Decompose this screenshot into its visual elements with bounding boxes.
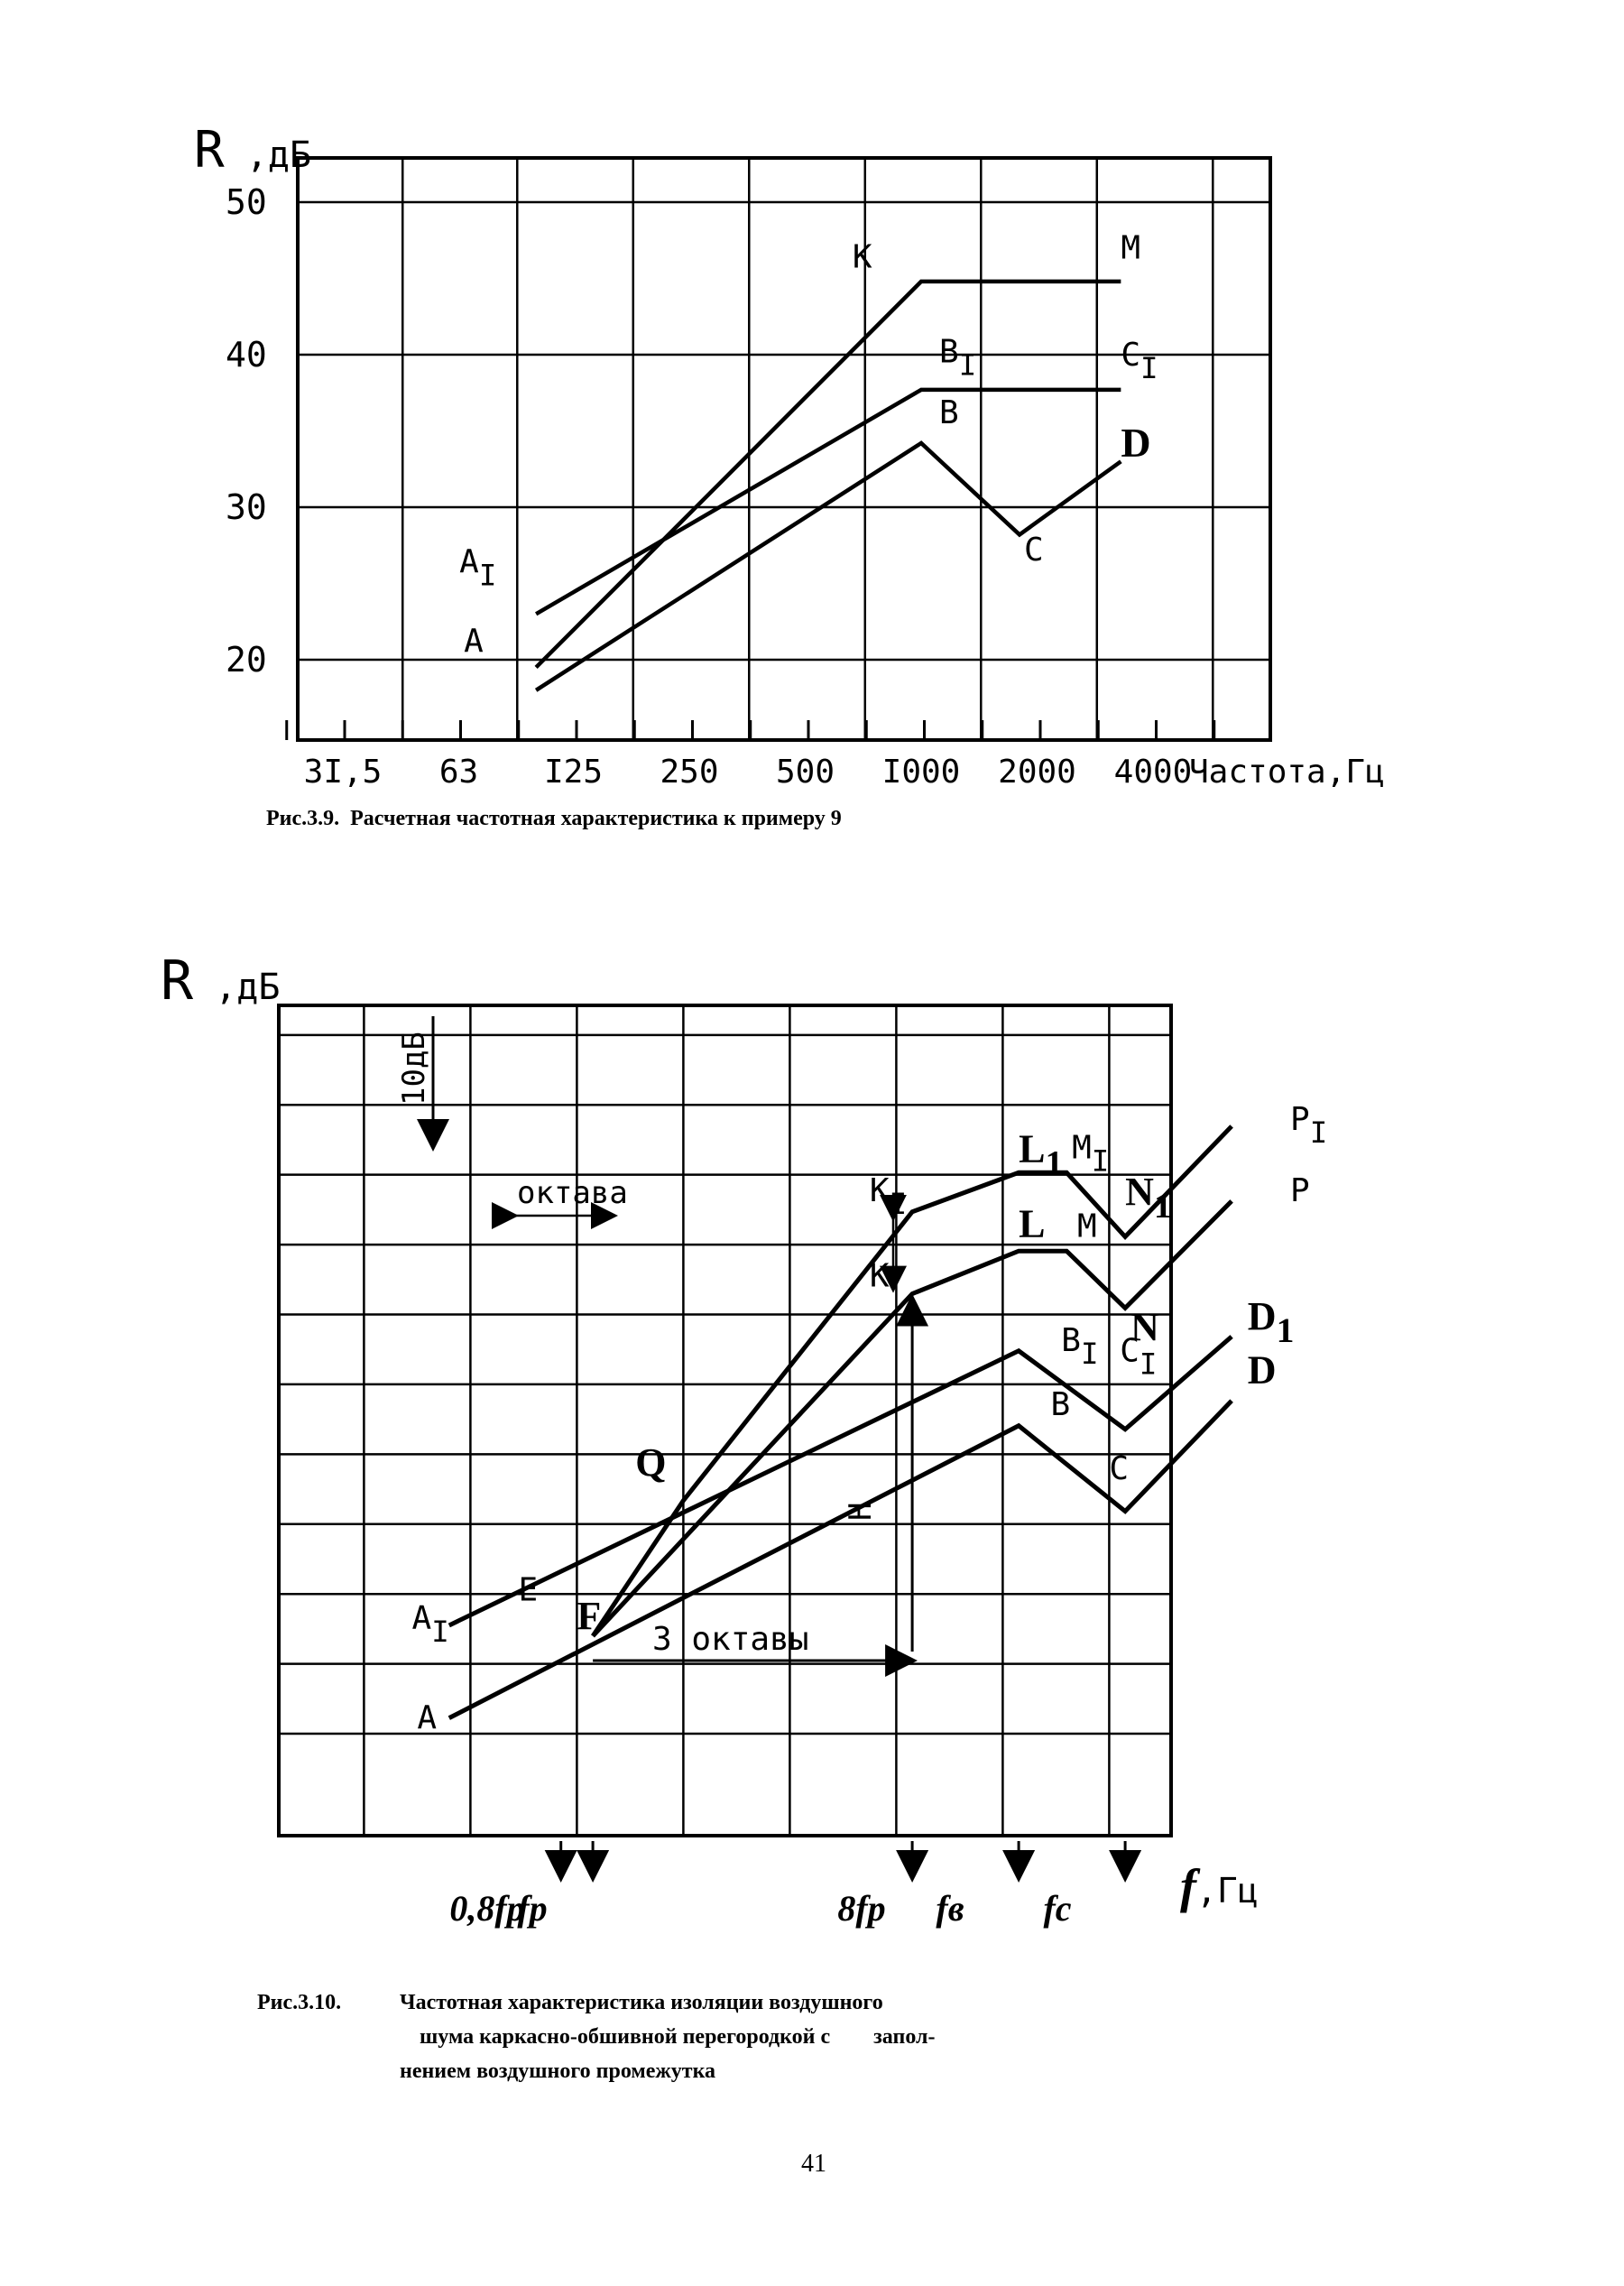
figure-3-9-point-label-main: A	[464, 623, 484, 661]
figure-3-9-point-label-main: A	[459, 543, 479, 581]
figure-3-9-point-label-sub: I	[958, 347, 977, 383]
figure-3-10-point-label	[1290, 1101, 1327, 1150]
figure-3-10-point-label-main: D	[1247, 1347, 1277, 1393]
figure-3-9-y-tick-labels	[226, 182, 267, 680]
figure-3-10-caption-number: Рис.3.10.	[257, 1991, 342, 2014]
figure-3-10-point-label-sub: I	[1309, 1115, 1328, 1150]
figure-3-9-point-label	[464, 624, 484, 661]
figure-3-9-x-axis-label: Частота,Гц	[1189, 754, 1385, 791]
figure-3-9-x-tick-label: I000	[881, 754, 961, 791]
figure-3-9-point-label-main: K	[852, 238, 872, 276]
figure-3-9-point-label-sub: I	[1140, 350, 1158, 385]
figure-3-10-point-label-main: B	[1061, 1321, 1081, 1359]
figure-3-10-point-label-sub: 1	[1153, 1185, 1172, 1226]
figure-3-10-point-label-main: F	[577, 1593, 602, 1638]
figure-3-9-y-axis-label-rest: ,дБ	[224, 134, 312, 176]
figure-3-9-x-tick-label: 63	[438, 754, 479, 791]
figure-3-10-y-axis-label-r: R	[161, 949, 194, 1013]
figure-3-10-y-axis-label	[161, 949, 280, 1013]
figure-3-10-x-mark-label: fc	[1043, 1888, 1072, 1929]
figure-3-10-point-label-main: M	[1072, 1129, 1092, 1167]
figure-3-9-x-tick-label: 500	[776, 754, 835, 791]
figure-3-9-point-label	[1121, 337, 1158, 385]
figure-3-10-point-label-main: N	[1130, 1304, 1159, 1349]
figure-3-10-point-label	[577, 1594, 601, 1638]
figure-3-10-point-label-main: L	[1019, 1201, 1046, 1246]
figure-3-10-three-octaves-label: 3 октавы	[652, 1621, 809, 1658]
figure-3-10-markers	[396, 1016, 912, 1661]
figure-3-10-point-label-sub: I	[1139, 1347, 1158, 1382]
figure-3-10-x-mark-label: 0,8fр	[449, 1888, 525, 1929]
figure-3-10-point-label-main: K	[869, 1171, 890, 1209]
figure-3-10-point-label-sub: I	[889, 1186, 908, 1221]
figure-3-10-caption-line-1: Частотная характеристика изоляции воздушного	[400, 1991, 883, 2014]
figure-3-9-point-label	[1121, 230, 1140, 267]
figure-3-10-point-label-main: C	[1109, 1450, 1130, 1487]
figure-3-9-point-label	[853, 239, 872, 276]
figure-3-9-x-tick-label: 250	[660, 754, 719, 791]
figure-3-10-point-label	[870, 1172, 907, 1221]
figure-3-10-point-label-sub: I	[1080, 1336, 1099, 1371]
figure-3-9-y-tick-label: 20	[226, 640, 267, 680]
figure-3-9-caption	[266, 801, 842, 836]
figure-3-10-point-label	[1051, 1386, 1071, 1423]
figure-3-10-point-label-sub: 1	[1276, 1310, 1295, 1351]
figure-3-10-point-label	[519, 1571, 539, 1608]
figure-3-9-series-line	[536, 282, 1121, 668]
figure-3-9-y-axis-label	[194, 121, 311, 180]
figure-3-9-y-tick-label: 30	[226, 487, 267, 527]
figure-3-10-point-label-main: L	[1019, 1126, 1046, 1171]
figure-3-10-point-label-main: P	[1290, 1100, 1310, 1138]
figure-3-10-point-label	[1248, 1294, 1295, 1350]
figure-3-10-point-label	[1072, 1130, 1109, 1179]
figure-3-10-point-label	[1061, 1322, 1098, 1371]
figure-3-9-caption-text: Расчетная частотная характеристика к примеру 9	[350, 807, 842, 830]
figure-3-9-x-tick-label: 2000	[998, 754, 1076, 791]
figure-3-10-point-label-main: Q	[635, 1440, 667, 1485]
figure-3-10-point-label-main: P	[1290, 1171, 1310, 1209]
figure-3-9-point-label-main: B	[939, 333, 959, 371]
figure-3-9-x-tick-labels	[304, 754, 1193, 791]
figure-3-10-h-label: H	[843, 1502, 879, 1521]
figure-3-10-point-label-main: A	[417, 1699, 438, 1737]
figure-3-10-point-label-main: K	[869, 1257, 890, 1295]
figure-3-10-point-label	[1130, 1305, 1159, 1349]
figure-3-9-x-tick-label: 3I,5	[303, 754, 383, 791]
figure-3-10-point-label	[1019, 1201, 1045, 1245]
figure-3-10-point-label-main: M	[1077, 1208, 1097, 1245]
figure-3-9-point-label	[939, 394, 959, 431]
figure-3-10-x-mark-label: fв	[936, 1888, 964, 1929]
figure-3-10-x-marks	[449, 1841, 1125, 1929]
figure-3-10-point-label-main: A	[411, 1599, 432, 1637]
figure-3-10-point-label-main: C	[1120, 1332, 1140, 1370]
figure-3-10-x-axis-label	[1180, 1859, 1259, 1913]
figure-3-9-x-tick-label: I25	[544, 754, 604, 791]
figure-3-10-x-axis-label-f: f	[1180, 1859, 1196, 1913]
figure-3-10-point-label	[1290, 1172, 1310, 1209]
figure-3-10-point-label	[1125, 1170, 1172, 1226]
figure-3-10-point-label-main: B	[1050, 1385, 1071, 1423]
figure-3-10-point-label	[635, 1440, 666, 1485]
figure-3-9-x-tick-label: 4000	[1113, 754, 1193, 791]
figure-3-10-point-label	[1077, 1208, 1097, 1245]
figure-3-9-point-label	[459, 544, 496, 593]
figure-3-9-point-label-main: C	[1121, 336, 1141, 374]
figure-3-9-point-label-main: C	[1023, 532, 1044, 569]
figure-3-10-point-label-sub: I	[1091, 1143, 1110, 1179]
figure-3-9-y-axis-label-r: R	[194, 121, 225, 180]
figure-3-10-10db-label: 10дБ	[396, 1032, 432, 1106]
figure-3-9-point-label-main: B	[939, 394, 959, 432]
figure-3-9-point-label	[939, 333, 976, 382]
page-number: 41	[801, 2150, 826, 2178]
figure-3-10-x-axis-label-rest: ,Гц	[1195, 1871, 1259, 1911]
figure-3-10-caption-line-3: нением воздушного промежутка	[400, 2059, 716, 2083]
figure-3-9-tick-marks	[287, 720, 1214, 740]
figure-3-10-y-axis-label-rest: ,дБ	[193, 967, 281, 1008]
figure-3-10-point-label	[870, 1258, 890, 1295]
figure-3-10-point-label	[417, 1700, 437, 1737]
figure-3-10-series-line	[449, 1401, 1232, 1718]
figure-3-10-point-label	[412, 1600, 449, 1649]
figure-3-9	[194, 121, 1385, 791]
figure-3-9-point-label	[1121, 420, 1150, 466]
figure-3-9-point-label-sub: I	[478, 558, 497, 593]
figure-3-10-x-mark-label: 8fр	[837, 1888, 886, 1929]
figure-3-9-y-tick-label: 50	[226, 182, 267, 222]
figure-3-9-point-label	[1024, 532, 1044, 569]
figure-3-10-point-label-main: E	[518, 1571, 539, 1609]
figure-3-10-point-label-sub: I	[431, 1614, 449, 1649]
figure-3-10	[161, 949, 1327, 1929]
figure-3-10-point-label	[1109, 1450, 1129, 1487]
figure-3-9-point-label-main: M	[1121, 229, 1141, 267]
figure-3-10-point-label	[1248, 1347, 1277, 1392]
figure-3-9-series	[536, 282, 1121, 690]
figure-3-9-y-tick-label: 40	[226, 335, 267, 375]
figure-3-10-octave-label: октава	[517, 1175, 628, 1211]
figure-3-9-caption-number: Рис.3.9.	[266, 807, 340, 830]
figure-3-10-point-label-main: D	[1247, 1294, 1277, 1339]
figure-3-9-point-label-main: D	[1121, 420, 1151, 467]
figure-3-10-x-mark-label: fр	[517, 1888, 548, 1929]
figure-3-10-caption-line-2: шума каркасно-обшивной перегородкой с запол-	[420, 2025, 936, 2049]
figure-3-10-point-label-sub: 1	[1045, 1143, 1064, 1183]
figure-3-10-point-label-main: N	[1125, 1169, 1154, 1214]
